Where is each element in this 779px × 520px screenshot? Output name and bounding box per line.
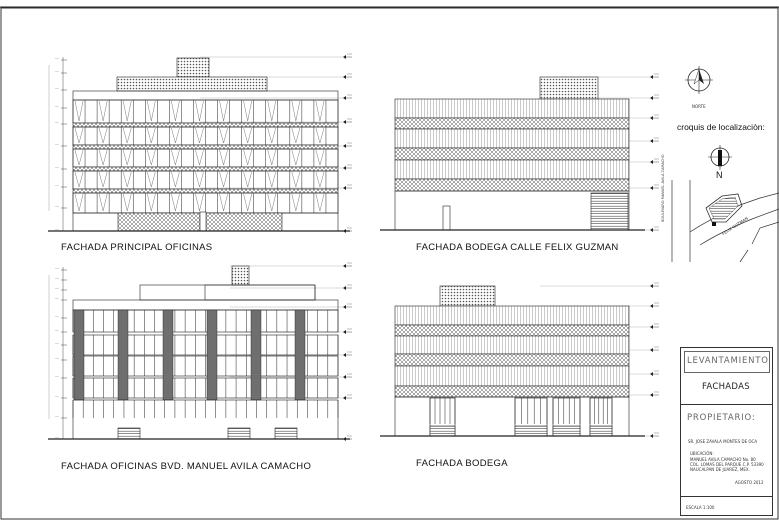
location-map (672, 180, 779, 262)
north-arrow-icon (685, 66, 713, 94)
croquis-title: croquis de localizaciòn: (677, 122, 765, 132)
elevation-principal-oficinas (48, 54, 352, 233)
drawing-date: AGOSTO 2012 (735, 480, 764, 485)
title-block-sheet: FACHADAS (702, 382, 750, 392)
elevation-title-felix-guzman: FACHADA BODEGA CALLE FELIX GUZMAN (416, 242, 619, 253)
elevation-title-principal: FACHADA PRINCIPAL OFICINAS (61, 242, 213, 253)
title-block-project: LEVANTAMIENTO (687, 356, 769, 366)
elevation-title-oficinas-bvd: FACHADA OFICINAS BVD. MANUEL AVILA CAMACHO (61, 461, 312, 472)
croquis-north-icon (708, 145, 732, 170)
street-label-felix: FELIX GUZMAN (721, 215, 749, 237)
elevation-title-bodega: FACHADA BODEGA (416, 458, 508, 469)
address-line-3: NAUCALPAN DE JUAREZ, MEX. (690, 467, 750, 472)
elevation-bodega-felix-guzman (380, 74, 659, 232)
owner-label: PROPIETARIO: (687, 413, 756, 423)
owner-name: SR. JOSE ZAVALA MONTES DE OCA (688, 439, 758, 444)
drawing-scale: ESCALA 1:100 (686, 505, 715, 510)
north-label: NORTE (692, 104, 706, 109)
elevation-oficinas-bvd (48, 263, 352, 441)
elevation-bodega (380, 283, 659, 438)
address-line-1: MANUEL AVILA CAMACHO No. 80 (690, 457, 756, 462)
address-line-2: COL. LOMAS DEL PARQUE C.P. 53390 (690, 462, 764, 467)
location-label: UBICACIÓN: (690, 451, 714, 456)
street-label-bvd: BOULEVARD MANUEL AVILA CAMACHO (661, 154, 665, 222)
croquis-north-letter: N (716, 170, 723, 180)
